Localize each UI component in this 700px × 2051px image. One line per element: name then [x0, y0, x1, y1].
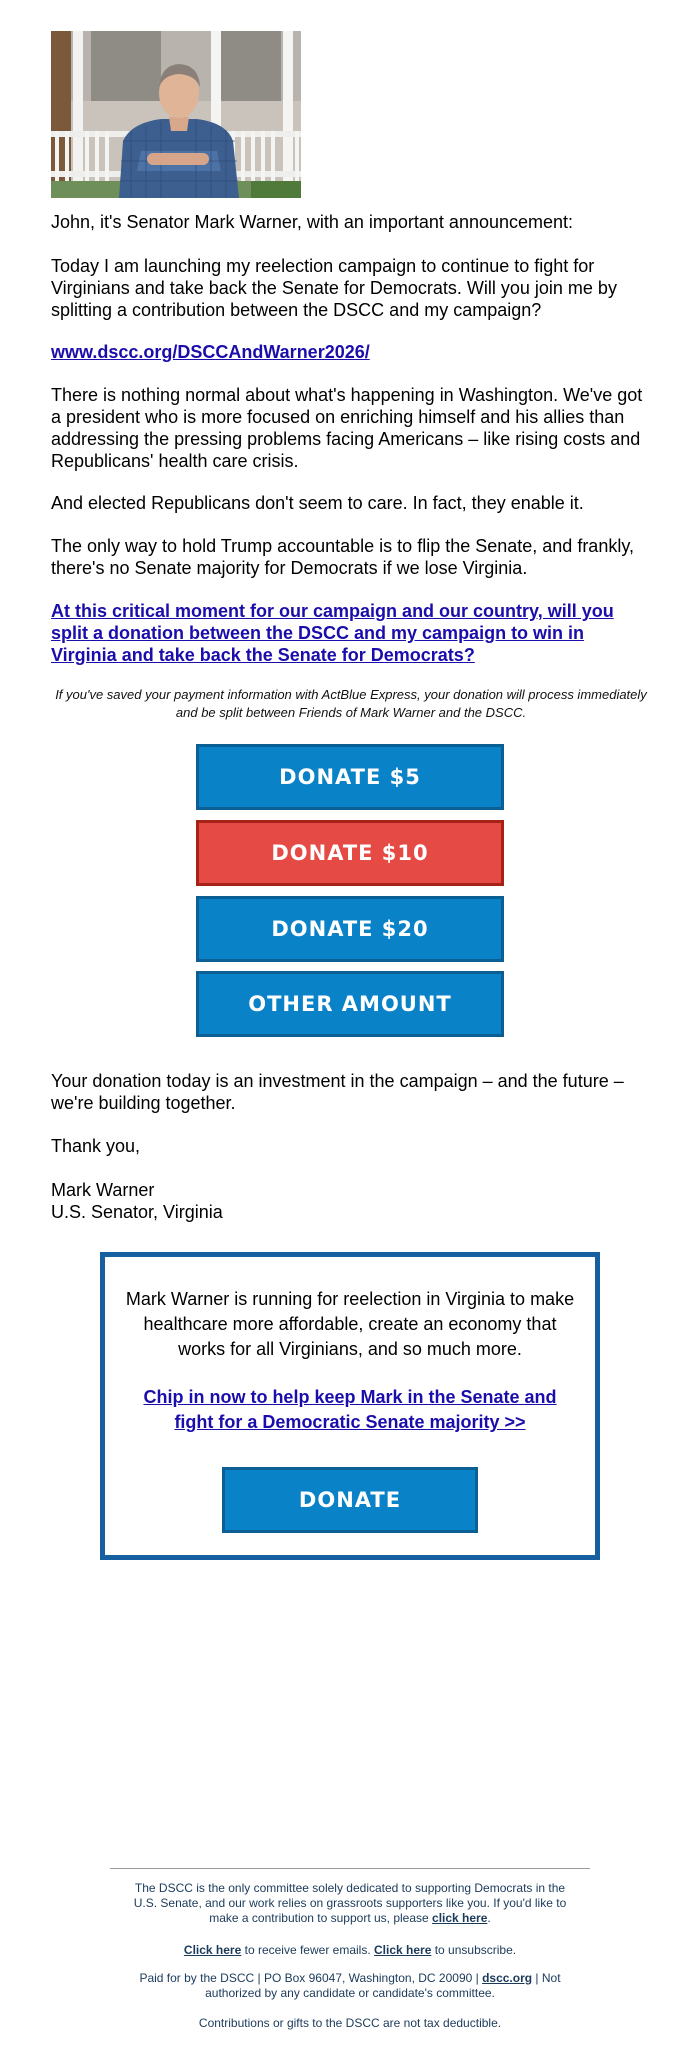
signature-title: U.S. Senator, Virginia	[51, 1202, 223, 1222]
republicans-paragraph: And elected Republicans don't seem to care. In fact, they enable it.	[51, 493, 584, 513]
donate-20-button[interactable]: DONATE $20	[196, 896, 504, 962]
cta-donate-link[interactable]: At this critical moment for our campaign and our country, will you split a donation between the DSCC and my campaign to win in Virginia and take back the Senate for Democrats?	[51, 601, 614, 665]
washington-paragraph: There is nothing normal about what's happening in Washington. We've got a president who is more focused on enriching himself and his allies than addressing the pressing problems facing Americans – like rising costs and Republicans' health care crisis.	[51, 385, 643, 471]
senator-portrait	[51, 31, 301, 198]
donation-url-link[interactable]: www.dscc.org/DSCCAndWarner2026/	[51, 342, 370, 362]
fewer-emails-text: to receive fewer emails.	[241, 1943, 374, 1957]
fewer-emails-link[interactable]: Click here	[183, 1943, 242, 1957]
footer-tax-note: Contributions or gifts to the DSCC are not tax deductible.	[198, 2016, 502, 2030]
footer-about-text: The DSCC is the only committee solely dedicated to supporting Democrats in the U.S. Senate, and our work relies on grassroots supporters like you. If you'd like to make a contribution to support us, please	[133, 1881, 567, 1925]
greeting-text: John, it's Senator Mark Warner, with an important announcement:	[51, 212, 574, 232]
reelection-callout-box	[100, 1252, 600, 1560]
callout-text: Mark Warner is running for reelection in Virginia to make healthcare more affordable, create an economy that works for all Virginians, and so much more.	[125, 1289, 575, 1359]
actblue-note: If you've saved your payment information with ActBlue Express, your donation will process immediately and be split between Friends of Mark Warner and the DSCC.	[55, 687, 647, 720]
donate-5-button[interactable]: DONATE $5	[196, 744, 504, 810]
unsubscribe-text: to unsubscribe.	[431, 1943, 517, 1957]
footer-paid-for	[130, 1971, 570, 2001]
signature-name: Mark Warner	[51, 1180, 155, 1200]
hero-photo	[51, 31, 301, 198]
donation-url-paragraph	[51, 341, 651, 363]
intro-paragraph: Today I am launching my reelection campaign to continue to fight for Virginians and take back the Senate for Democrats. Will you join me by splitting a contribution between the DSCC and my campaign?	[51, 256, 617, 320]
callout-donate-button[interactable]: DONATE	[222, 1467, 478, 1533]
footer-email-prefs	[130, 1943, 570, 1958]
footer-contribute-link[interactable]: click here	[432, 1911, 488, 1925]
footer-divider	[110, 1868, 590, 1869]
other-amount-button[interactable]: OTHER AMOUNT	[196, 971, 504, 1037]
investment-paragraph: Your donation today is an investment in the campaign – and the future – we're building together.	[51, 1071, 624, 1113]
cta-paragraph	[51, 600, 651, 666]
footer-about	[130, 1881, 570, 1926]
donate-10-button[interactable]: DONATE $10	[196, 820, 504, 886]
dscc-site-link[interactable]: dscc.org	[482, 1971, 533, 1985]
thanks-text: Thank you,	[51, 1136, 141, 1156]
footer-about-period: .	[487, 1911, 491, 1925]
trump-paragraph: The only way to hold Trump accountable is to flip the Senate, and frankly, there's no Senate majority for Democrats if we lose Virginia.	[51, 536, 634, 578]
paid-for-suffix: | Not authorized by any candidate or candidate's committee.	[205, 1971, 561, 2000]
callout-chip-in-link[interactable]: Chip in now to help keep Mark in the Senate and fight for a Democratic Senate majority >>	[143, 1387, 557, 1432]
paid-for-text: Paid for by the DSCC | PO Box 96047, Washington, DC 20090 |	[139, 1971, 483, 1985]
unsubscribe-link[interactable]: Click here	[374, 1943, 432, 1957]
